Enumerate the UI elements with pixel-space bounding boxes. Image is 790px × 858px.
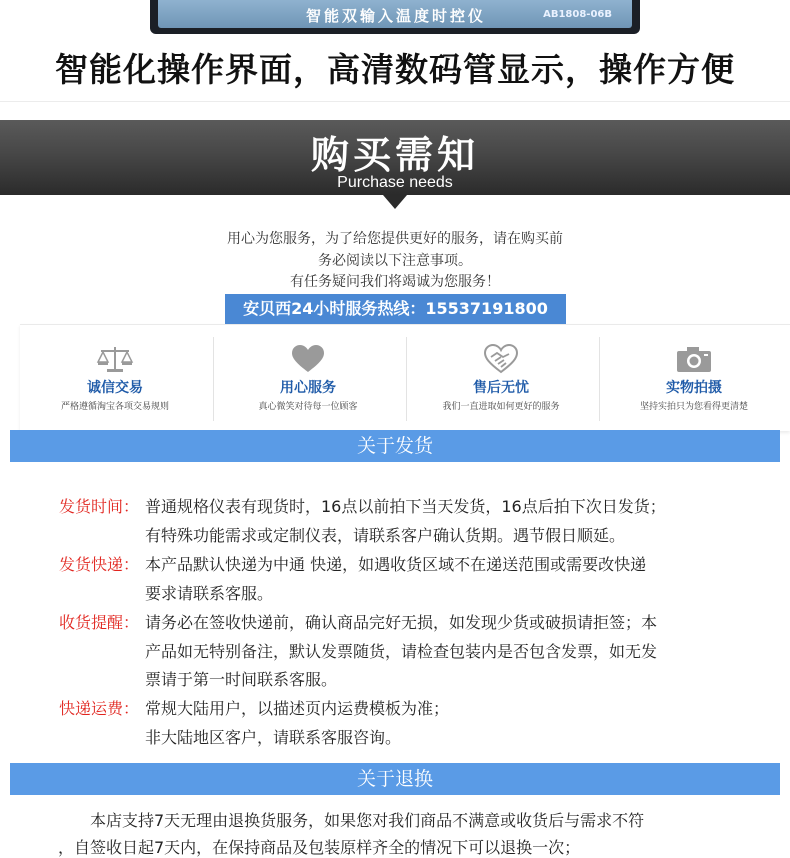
handshake-icon	[481, 343, 521, 375]
feature-strip	[20, 324, 790, 431]
receipt-line-2: 产品如无特别备注，默认发票随货，请检查包装内是否包含发票，如无发	[145, 642, 658, 661]
feature-item	[599, 337, 789, 423]
slogan: 智能化操作界面，高清数码管显示，操作方便	[55, 50, 735, 89]
purchase-banner	[0, 120, 790, 195]
returns-line-2: ，自签收日起7天内，在保持商品及包装原样齐全的情况下可以退换一次；	[58, 838, 581, 857]
banner-arrow	[383, 195, 407, 209]
feature-title: 用心服务	[280, 380, 336, 396]
ship-time-line-1: 普通规格仪表有现货时，16点以前拍下当天发货，16点后拍下次日发货；	[145, 497, 666, 516]
scale-icon	[95, 343, 135, 375]
ship-time-line-2: 有特殊功能需求或定制仪表，请联系客户确认货期。遇节假日顺延。	[145, 526, 626, 545]
service-hotline: 安贝西24小时服务热线：15537191800	[225, 294, 566, 324]
feature-item	[20, 337, 210, 423]
receipt-line-3: 票请于第一时间联系客服。	[145, 670, 338, 689]
label-ship-time: 发货时间：	[59, 497, 140, 516]
feature-desc: 坚持实拍只为您看得更清楚	[639, 402, 748, 412]
device-panel	[150, 0, 640, 34]
camera-icon	[674, 343, 714, 375]
heart-icon	[288, 343, 328, 375]
feature-title: 诚信交易	[87, 380, 143, 396]
feature-desc: 真心微笑对待每一位顾客	[258, 402, 358, 412]
divider	[0, 101, 790, 102]
intro-line-2: 务必阅读以下注意事项。	[318, 253, 472, 269]
feature-title: 实物拍摄	[666, 380, 722, 396]
shipping-section-header: 关于发货	[10, 430, 780, 462]
courier-line-1: 本产品默认快递为中通 快递，如遇收货区域不在递送范围或需要改快递	[145, 555, 647, 574]
device-screen	[158, 0, 632, 28]
device-model: AB1808-06B	[543, 9, 612, 20]
feature-item	[406, 337, 596, 423]
receipt-line-1: 请务必在签收快递前，确认商品完好无损，如发现少货或破损请拒签；本	[145, 613, 658, 632]
feature-desc: 严格遵循淘宝各项交易规则	[60, 402, 169, 412]
label-courier: 发货快递：	[59, 555, 140, 574]
feature-title: 售后无忧	[473, 380, 529, 396]
fee-line-2: 非大陆地区客户，请联系客服咨询。	[145, 728, 402, 747]
banner-subtitle: Purchase needs	[337, 174, 453, 191]
returns-section-header: 关于退换	[10, 763, 780, 795]
label-receipt: 收货提醒：	[59, 613, 140, 632]
label-shipping-fee: 快递运费：	[59, 699, 140, 718]
feature-desc: 我们一直进取如何更好的服务	[442, 402, 560, 412]
banner-title: 购买需知	[310, 133, 479, 177]
intro-line-1: 用心为您服务，为了给您提供更好的服务，请在购买前	[227, 231, 563, 247]
intro-line-3: 有任务疑问我们将竭诚为您服务！	[290, 274, 500, 290]
fee-line-1: 常规大陆用户，以描述页内运费模板为准；	[145, 699, 450, 718]
device-name: 智能双输入温度时控仪	[306, 7, 487, 25]
feature-item	[213, 337, 403, 423]
courier-line-2: 要求请联系客服。	[145, 584, 274, 603]
returns-line-1: 本店支持7天无理由退换货服务，如果您对我们商品不满意或收货后与需求不符	[90, 811, 645, 830]
